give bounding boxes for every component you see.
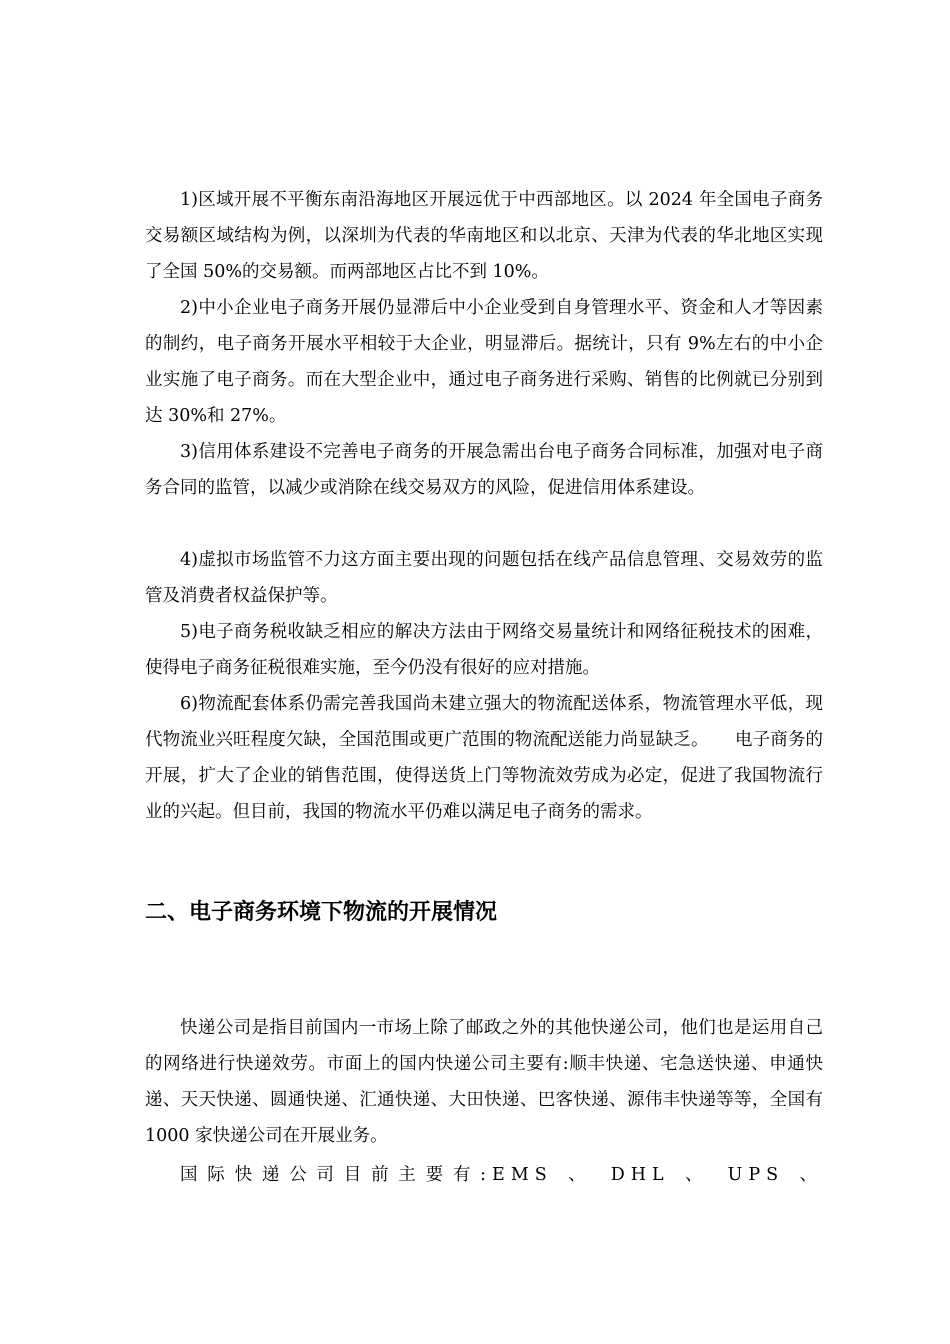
paragraph-market-supervision: 4)虚拟市场监管不力这方面主要出现的问题包括在线产品信息管理、交易效劳的监管及消费者权益保护等。	[145, 550, 823, 606]
paragraph-logistics-system: 6)物流配套体系仍需完善我国尚未建立强大的物流配送体系，物流管理水平低，现代物流业兴旺程度欠缺，全国范围或更广范围的物流配送能力尚显缺乏。 电子商务的开展，扩大了企业的销售范围，使得送货上门等物流效劳成为必定，促进了我国物流行业的兴起。但目前，我国的物流水平仍难以满足电子商务的需求。	[145, 694, 823, 822]
paragraph-sme-lag: 2)中小企业电子商务开展仍显滞后中小企业受到自身管理水平、资金和人才等因素的制约，电子商务开展水平相较于大企业，明显滞后。据统计，只有 9%左右的中小企业实施了电子商务。而在大型企业中，通过电子商务进行采购、销售的比例就已分别到达 30%和 27%。	[145, 298, 823, 426]
paragraph-regional-imbalance: 1)区域开展不平衡东南沿海地区开展远优于中西部地区。以 2024 年全国电子商务交易额区域结构为例，以深圳为代表的华南地区和以北京、天津为代表的华北地区实现了全国 50%的交易额。而两部地区占比不到 10%。	[145, 190, 823, 282]
section-heading: 二、电子商务环境下物流的开展情况	[145, 900, 498, 925]
paragraph-international-express: 国际快递公司目前主要有:EMS 、 DHL 、 UPS 、	[180, 1165, 823, 1185]
paragraph-taxation: 5)电子商务税收缺乏相应的解决方法由于网络交易量统计和网络征税技术的困难，使得电子商务征税很难实施，至今仍没有很好的应对措施。	[145, 622, 823, 678]
paragraph-credit-system: 3)信用体系建设不完善电子商务的开展急需出台电子商务合同标准，加强对电子商务合同的监管，以减少或消除在线交易双方的风险，促进信用体系建设。	[145, 442, 823, 498]
paragraph-domestic-express: 快递公司是指目前国内一市场上除了邮政之外的其他快递公司，他们也是运用自己的网络进行快递效劳。市面上的国内快递公司主要有:顺丰快递、宅急送快递、申通快递、天天快递、圆通快递、汇通快递、大田快递、巴客快递、源伟丰快递等等，全国有 1000 家快递公司在开展业务。	[145, 1018, 823, 1146]
